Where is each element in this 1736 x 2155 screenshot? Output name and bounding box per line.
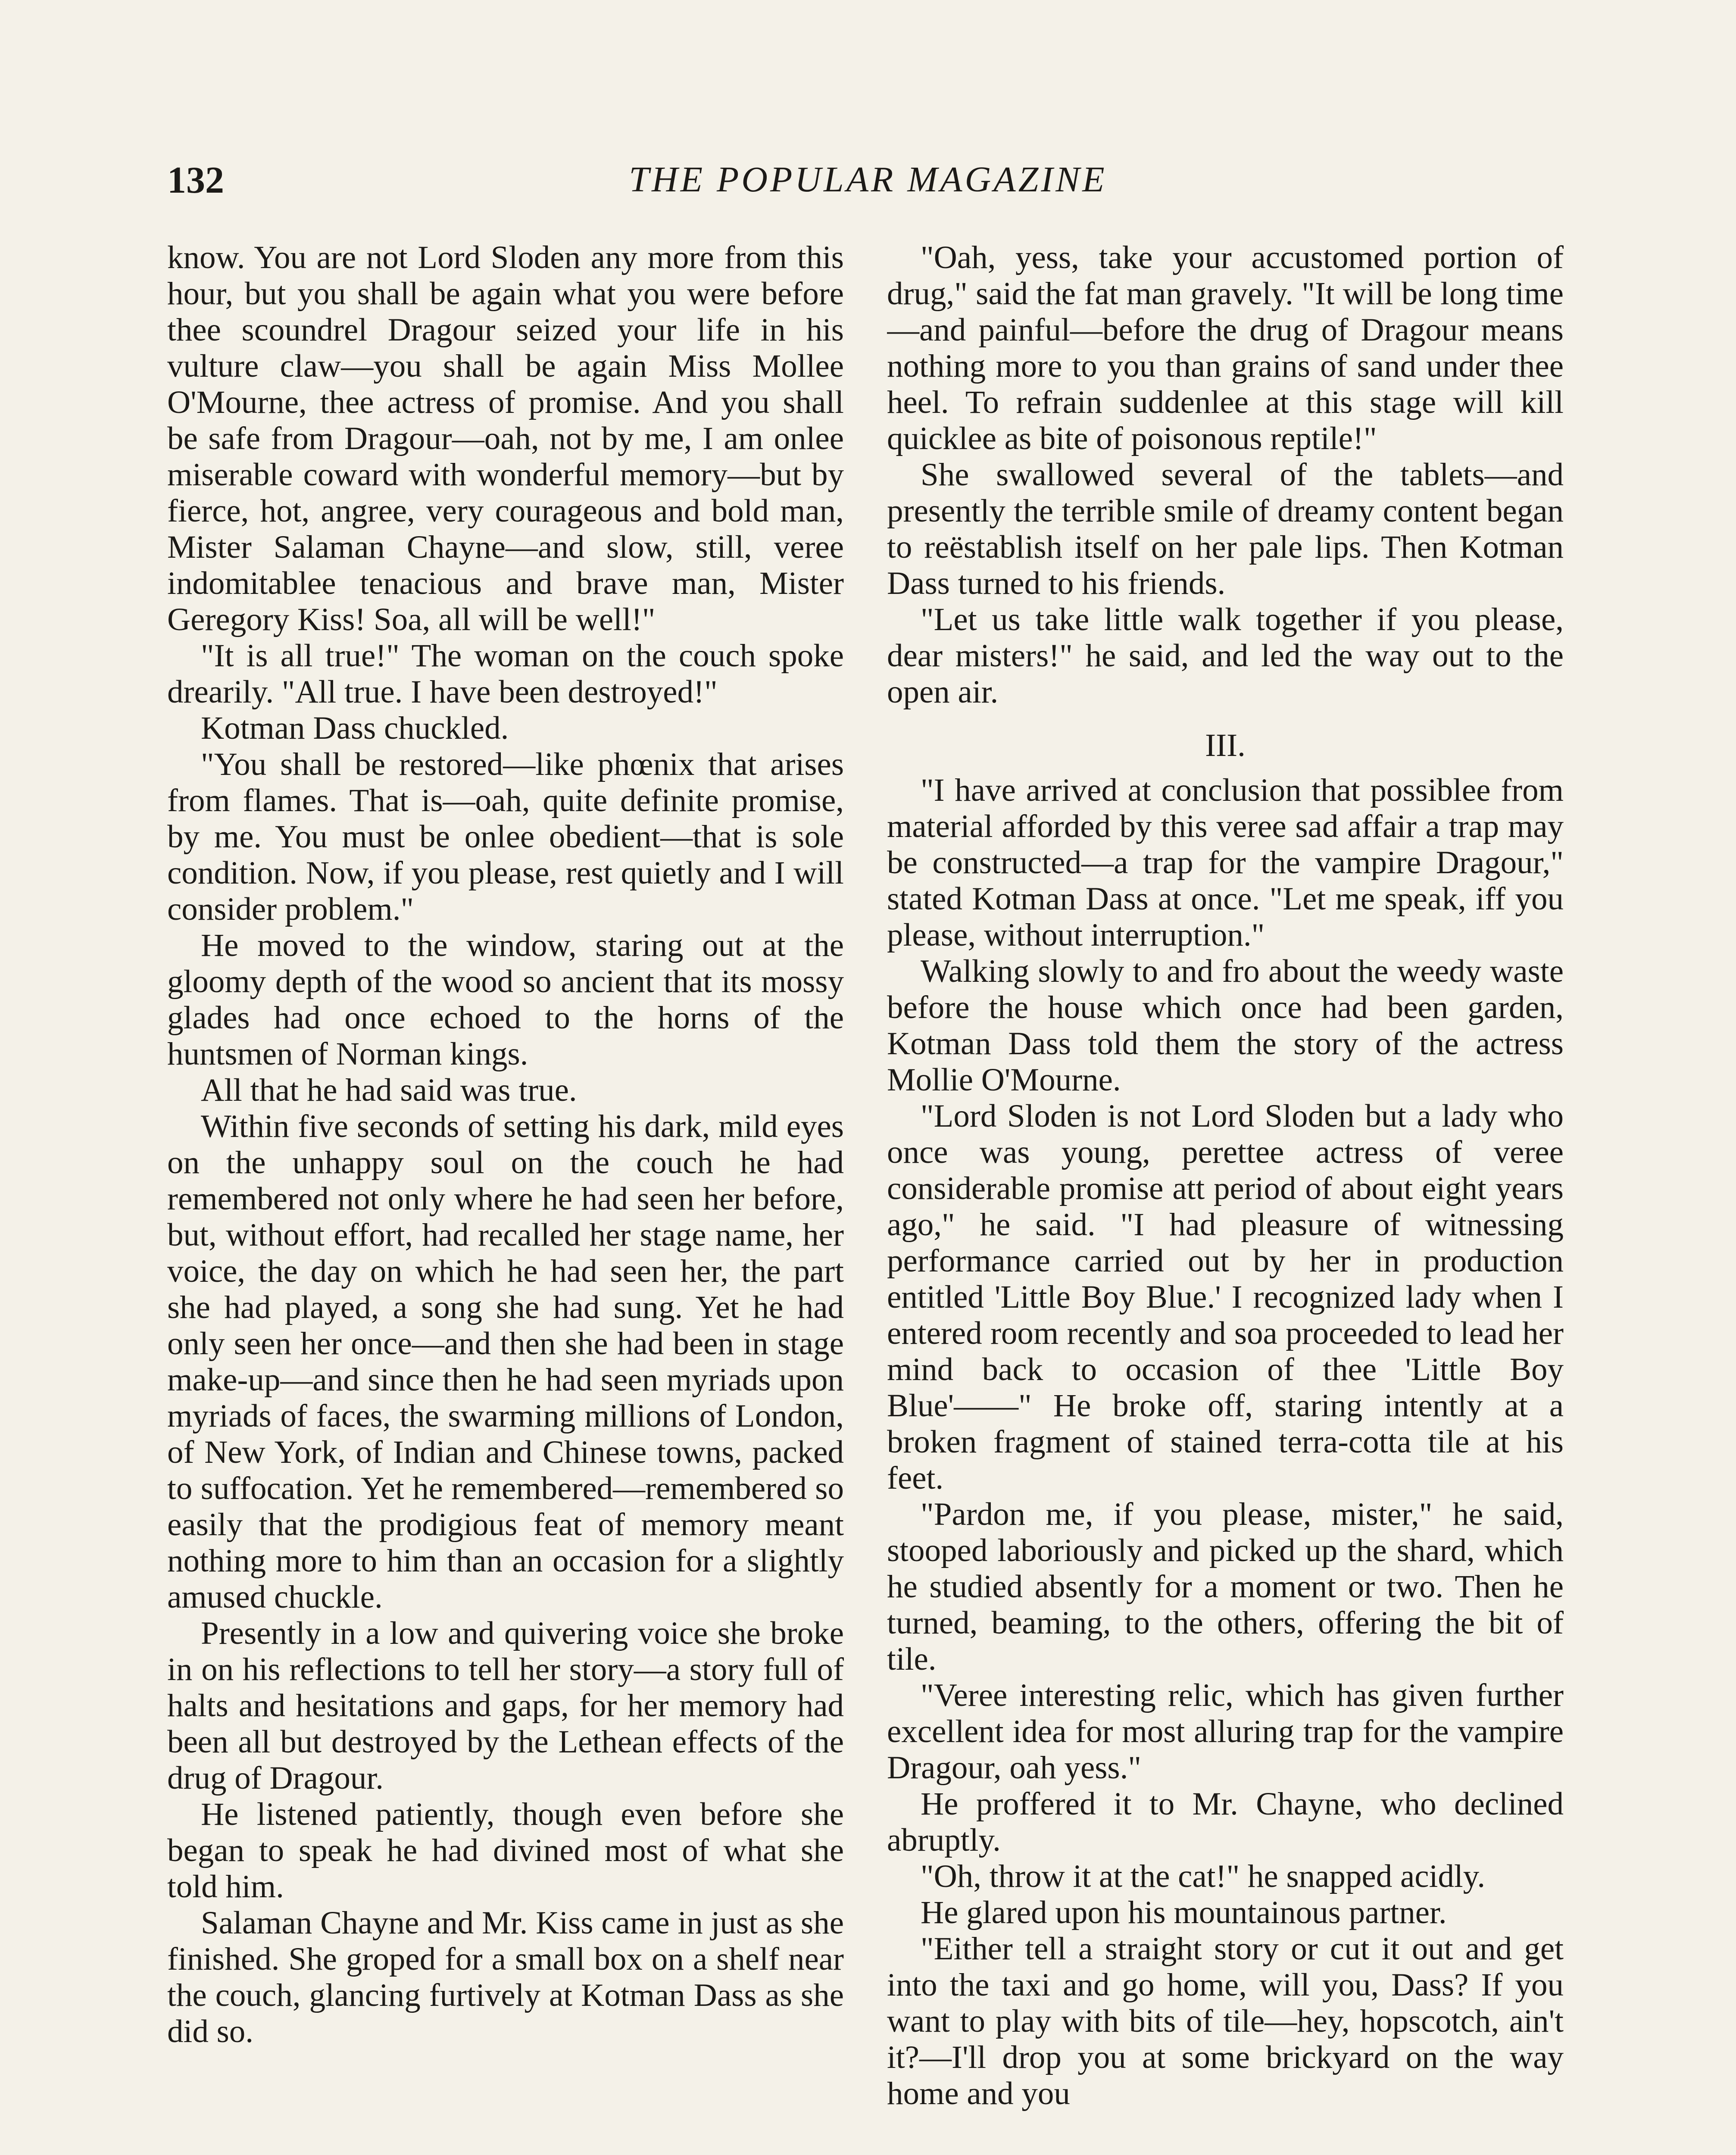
- paragraph: "It is all true!" The woman on the couch spoke drearily. "All true. I have been destroyed!": [167, 638, 844, 710]
- paragraph: Within five seconds of setting his dark, mild eyes on the unhappy soul on the couch he had remembered not only where he had seen her before, but, without effort, had recalled her stage name, her voice, the day on which he had seen her, the part she had played, a song she had sung. Yet he had only seen her once—and then she had been in stage make-up—and since then he had seen myriads upon myriads of faces, the swarming millions of London, of New York, of Indian and Chinese towns, packed to suffocation. Yet he remembered—remembered so easily that the prodigious feat of memory meant nothing more to him than an occasion for a slightly amused chuckle.: [167, 1109, 844, 1615]
- page-header: [167, 155, 1569, 211]
- paragraph: "You shall be restored—like phœnix that arises from flames. That is—oah, quite definite promise, by me. You must be onlee obedient—that is sole condition. Now, if you please, rest quietly and I will consider problem.": [167, 746, 844, 927]
- paragraph: "Veree interesting relic, which has given further excellent idea for most alluring trap for the vampire Dragour, oah yess.": [887, 1677, 1564, 1786]
- page-number: 132: [167, 159, 224, 201]
- paragraph: "Oh, throw it at the cat!" he snapped acidly.: [921, 1858, 1486, 1894]
- paragraph: know. You are not Lord Sloden any more from this hour, but you shall be again what you were before thee scoundrel Dragour seized your life in his vulture claw—you shall be again Miss Mollee O'Mourne, thee actress of promise. And you shall be safe from Dragour—oah, not by me, I am onlee miserable coward with wonderful memory—but by fierce, hot, angree, very courageous and bold man, Mister Salaman Chayne—and slow, still, veree indomitablee tenacious and brave man, Mister Geregory Kiss! Soa, all will be well!": [167, 240, 844, 637]
- paragraph: Kotman Dass chuckled.: [201, 710, 509, 746]
- paragraph: "Pardon me, if you please, mister," he said, stooped laboriously and picked up the shard, which he studied absently for a moment or two. Then he turned, beaming, to the others, offering the bit of tile.: [887, 1496, 1564, 1677]
- paragraph: He listened patiently, though even before she began to speak he had divined most of what she told him.: [167, 1796, 844, 1905]
- left-column: [167, 240, 844, 2155]
- paragraph: "I have arrived at conclusion that possiblee from material afforded by this veree sad affair a trap may be constructed—a trap for the vampire Dragour," stated Kotman Dass at once. "Let me speak, iff you please, without interruption.": [887, 772, 1564, 953]
- paragraph: Presently in a low and quivering voice she broke in on his reflections to tell her story—a story full of halts and hesitations and gaps, for her memory had been all but destroyed by the Lethean effects of the drug of Dragour.: [167, 1615, 844, 1796]
- section-heading: III.: [1205, 728, 1246, 763]
- paragraph: Salaman Chayne and Mr. Kiss came in just as she finished. She groped for a small box on a shelf near the couch, glancing furtively at Kotman Dass as she did so.: [167, 1905, 844, 2049]
- running-head: THE POPULAR MAGAZINE: [629, 159, 1107, 200]
- paragraph: She swallowed several of the tablets—and presently the terrible smile of dreamy content began to reëstablish itself on her pale lips. Then Kotman Dass turned to his friends.: [887, 457, 1564, 601]
- paragraph: He glared upon his mountainous partner.: [921, 1895, 1447, 1930]
- paragraph: "Oah, yess, take your accustomed portion of drug," said the fat man gravely. "It will be long time—and painful—before the drug of Dragour means nothing more to you than grains of sand under thee heel. To refrain suddenlee at this stage will kill quicklee as bite of poisonous reptile!": [887, 240, 1564, 456]
- right-column: [887, 240, 1564, 2155]
- paragraph: "Lord Sloden is not Lord Sloden but a lady who once was young, perettee actress of veree considerable promise att period of about eight years ago," he said. "I had pleasure of witnessing performance carried out by her in production entitled 'Little Boy Blue.' I recognized lady when I entered room recently and soa proceeded to lead her mind back to occasion of thee 'Little Boy Blue'——" He broke off, staring intently at a broken fragment of stained terra-cotta tile at his feet.: [887, 1098, 1564, 1496]
- paragraph: He proffered it to Mr. Chayne, who declined abruptly.: [887, 1786, 1564, 1858]
- paragraph: All that he had said was true.: [201, 1072, 577, 1108]
- paragraph: He moved to the window, staring out at the gloomy depth of the wood so ancient that its mossy glades had once echoed to the horns of the huntsmen of Norman kings.: [167, 928, 844, 1072]
- paragraph: "Let us take little walk together if you please, dear misters!" he said, and led the way out to the open air.: [887, 602, 1564, 710]
- paragraph: Walking slowly to and fro about the weedy waste before the house which once had been garden, Kotman Dass told them the story of the actress Mollie O'Mourne.: [887, 953, 1564, 1098]
- paragraph: "Either tell a straight story or cut it out and get into the taxi and go home, will you, Dass? If you want to play with bits of tile—hey, hopscotch, ain't it?—I'll drop you at some brickyard on the way home and you: [887, 1931, 1564, 2111]
